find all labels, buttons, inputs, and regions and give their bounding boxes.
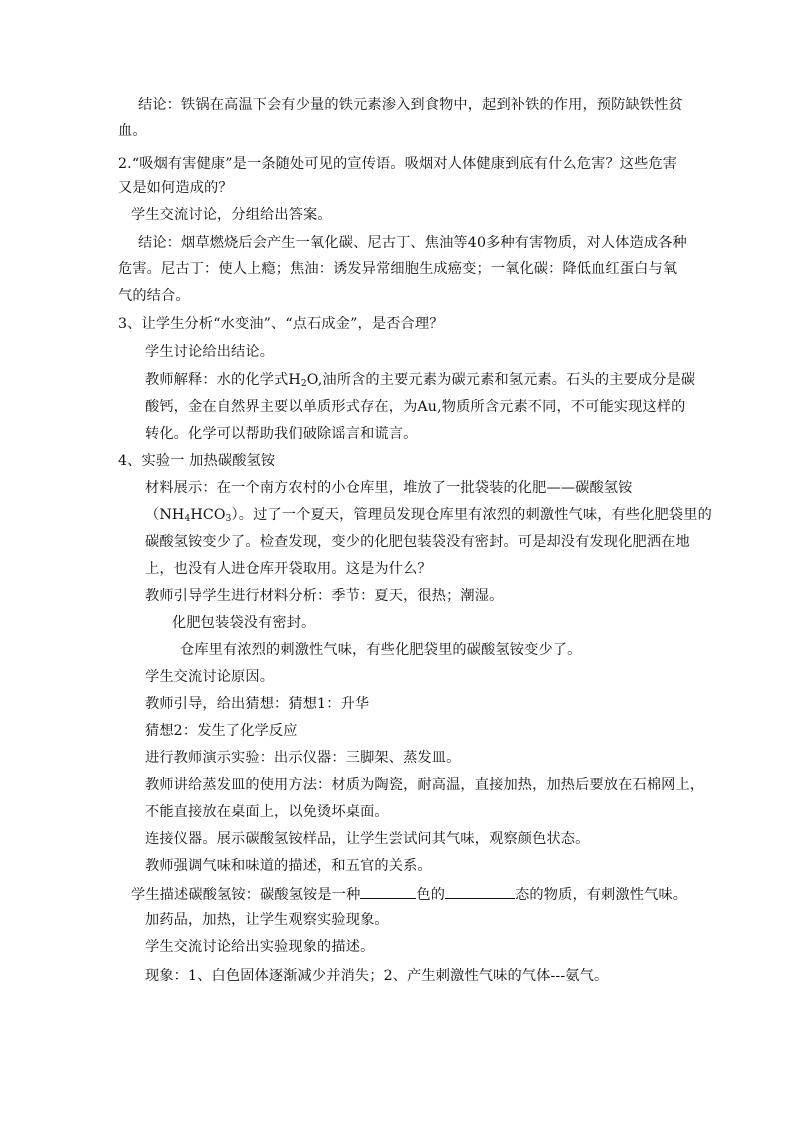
subscript: 2 — [300, 379, 307, 389]
text-line: 学生讨论给出结论。 — [145, 344, 275, 360]
text-line: 气的结合。 — [118, 288, 190, 304]
text-line: 血。 — [118, 123, 147, 139]
text-line: 转化。化学可以帮助我们破除谣言和谎言。 — [145, 426, 418, 442]
text-line: 学生交流讨论，分组给出答案。 — [131, 207, 332, 223]
text-line: 现象：1、白色固体逐渐减少并消失；2、产生刺激性气味的气体---氨气。 — [145, 968, 609, 984]
text-line: 3、让学生分析“水变油”、“点石成金”，是否合理？ — [118, 316, 444, 332]
text-line: 又是如何造成的？ — [118, 180, 233, 196]
text-line: 仓库里有浓烈的刺激性气味，有些化肥袋里的碳酸氢铵变少了。 — [180, 642, 582, 658]
text-line: 酸钙，金在自然界主要以单质形式存在，为Au,物质所含元素不同，不可能实现这样的 — [145, 399, 686, 415]
text-line: 4、实验一 加热碳酸氢铵 — [118, 453, 276, 469]
text-line — [131, 884, 687, 904]
fill-in-blank[interactable] — [360, 884, 416, 899]
text-line — [145, 371, 695, 389]
text-line: 2.“吸烟有害健康”是一条随处可见的宣传语。吸烟对人体健康到底有什么危害？这些危害 — [118, 156, 678, 172]
text-line: 教师引导学生进行材料分析：季节：夏天，很热；潮湿。 — [145, 588, 504, 604]
text-fragment: 教师解释：水的化学式H — [145, 372, 301, 388]
text-line: 加药品，加热，让学生观察实验现象。 — [145, 912, 389, 928]
text-fragment: 态的物质，有刺激性气味。 — [515, 887, 688, 903]
text-line: 进行教师演示实验：出示仪器：三脚架、蒸发皿。 — [145, 750, 461, 766]
text-line: 上，也没有人进仓库开袋取用。这是为什么？ — [145, 561, 432, 577]
text-line: 化肥包装袋没有密封。 — [172, 615, 316, 631]
text-line — [145, 506, 712, 524]
text-line: 教师引导，给出猜想：猜想1：升华 — [145, 696, 370, 712]
subscript: 4 — [184, 514, 191, 524]
text-line: 学生交流讨论给出实验现象的描述。 — [145, 939, 375, 955]
text-fragment: O,油所含的主要元素为碳元素和氢元素。石头的主要成分是碳 — [306, 372, 696, 388]
fill-in-blank[interactable] — [445, 884, 515, 899]
text-fragment: HCO — [190, 507, 226, 523]
subscript: 3 — [225, 514, 232, 524]
text-line: 教师强调气味和味道的描述，和五官的关系。 — [145, 858, 432, 874]
text-line: 材料展示：在一个南方农村的小仓库里，堆放了一批袋装的化肥——碳酸氢铵 — [145, 480, 633, 496]
text-line: 碳酸氢铵变少了。检查发现，变少的化肥包装袋没有密封。可是却没有发现化肥洒在地 — [145, 534, 690, 550]
text-line: 危害。尼古丁：使人上瘾；焦油：诱发异常细胞生成癌变；一氧化碳：降低血红蛋白与氧 — [118, 261, 678, 277]
text-line: 猜想2：发生了化学反应 — [145, 723, 298, 739]
text-line: 连接仪器。展示碳酸氢铵样品，让学生尝试问其气味，观察颜色状态。 — [145, 831, 590, 847]
text-fragment: 学生描述碳酸氢铵：碳酸氢铵是一种 — [131, 887, 361, 903]
text-fragment: （NH — [145, 507, 185, 523]
text-line: 结论：烟草燃烧后会产生一氧化碳、尼古丁、焦油等40多种有害物质，对人体造成各种 — [138, 235, 687, 251]
text-line: 不能直接放在桌面上，以免烫坏桌面。 — [145, 804, 389, 820]
text-line: 结论：铁锅在高温下会有少量的铁元素渗入到食物中，起到补铁的作用，预防缺铁性贫 — [138, 97, 683, 113]
text-fragment: ）。过了一个夏天，管理员发现仓库里有浓烈的刺激性气味，有些化肥袋里的 — [231, 507, 712, 523]
text-fragment: 色的 — [416, 887, 446, 903]
text-line: 学生交流讨论原因。 — [145, 669, 275, 685]
text-line: 教师讲给蒸发皿的使用方法：材质为陶瓷，耐高温，直接加热，加热后要放在石棉网上， — [145, 777, 705, 793]
